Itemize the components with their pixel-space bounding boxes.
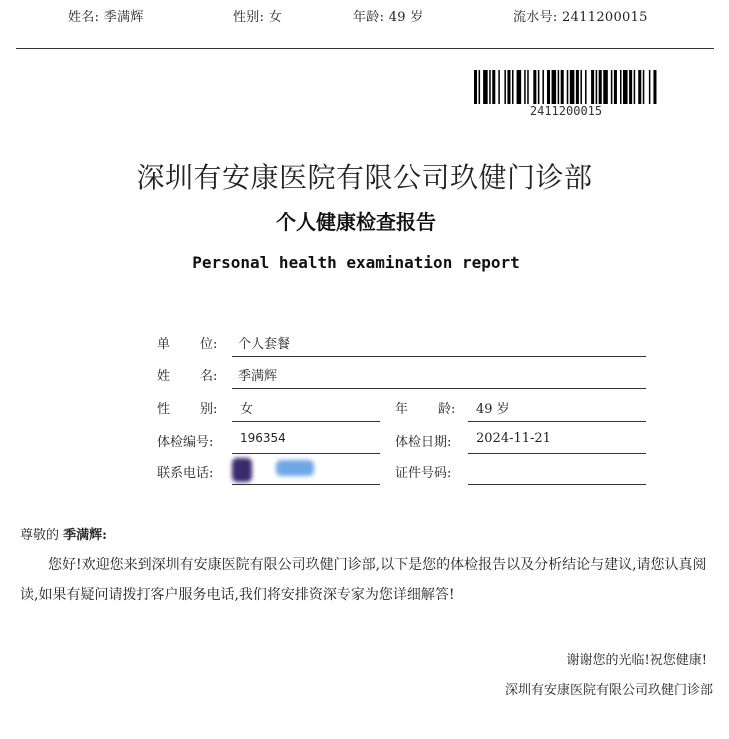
phone-underline xyxy=(232,484,380,485)
barcode-bar xyxy=(611,70,613,104)
organization-title: 深圳有安康医院有限公司玖健门诊部 xyxy=(136,161,593,194)
age-underline xyxy=(468,421,646,422)
barcode-bar xyxy=(634,70,636,104)
barcode-bar xyxy=(585,70,587,104)
header-age xyxy=(353,6,424,25)
header-serial-value: 2411200015 xyxy=(562,10,648,25)
name-label: 姓 名: xyxy=(157,369,218,384)
exam-number-underline xyxy=(232,453,380,454)
header-serial-label: 流水号: xyxy=(513,10,558,25)
barcode-bar xyxy=(576,70,579,104)
barcode-bar xyxy=(483,70,488,104)
barcode-bar xyxy=(507,70,510,104)
age-label: 年 龄: xyxy=(395,402,456,417)
barcode-bar xyxy=(504,70,506,104)
barcode-bar xyxy=(580,70,582,104)
barcode-bar xyxy=(498,70,500,104)
header-age-value: 49 岁 xyxy=(388,10,424,25)
barcode-bar xyxy=(599,70,602,104)
exam-date-value: 2024-11-21 xyxy=(476,431,551,446)
age-value: 49 岁 xyxy=(476,402,510,417)
barcode-bar xyxy=(517,70,522,104)
barcode-bar xyxy=(489,70,491,104)
name-underline xyxy=(232,388,646,389)
barcode-graphic xyxy=(474,70,658,104)
intro-paragraph: 您好!欢迎您来到深圳有安康医院有限公司玖健门诊部,以下是您的体检报告以及分析结论与建议,请您认真阅读,如果有疑问请拨打客户服务电话,我们将安排资深专家为您详细解答! xyxy=(20,557,707,603)
barcode-bar xyxy=(591,70,594,104)
unit-underline xyxy=(232,356,646,357)
barcode-bar xyxy=(570,70,575,104)
id-number-label: 证件号码: xyxy=(395,466,452,481)
barcode-bar xyxy=(479,70,481,104)
redacted-phone-light xyxy=(276,460,314,476)
barcode-bar xyxy=(653,70,656,104)
barcode-bar xyxy=(643,70,645,104)
header-sex-label: 性别: xyxy=(233,10,265,25)
unit-value: 个人套餐 xyxy=(238,337,291,352)
header-serial xyxy=(513,6,648,25)
barcode-bar xyxy=(538,70,540,104)
exam-date-underline xyxy=(468,453,646,454)
exam-date-label: 体检日期: xyxy=(395,435,452,450)
exam-number-label: 体检编号: xyxy=(157,435,214,450)
redacted-phone-dark xyxy=(232,458,252,482)
header-sex-value: 女 xyxy=(268,10,283,25)
exam-number-value: 196354 xyxy=(240,431,286,445)
barcode-bar xyxy=(623,70,628,104)
barcode-bar xyxy=(558,70,560,104)
barcode-number: 2411200015 xyxy=(529,104,603,118)
header-name-label: 姓名: xyxy=(68,10,100,25)
barcode-bar xyxy=(561,70,564,104)
id-number-underline xyxy=(468,484,646,485)
barcode-bar xyxy=(512,70,514,104)
barcode-bar xyxy=(629,70,632,104)
sex-value: 女 xyxy=(240,402,254,417)
barcode-bar xyxy=(527,70,529,104)
barcode-bar xyxy=(603,70,608,104)
signoff-line: 深圳有安康医院有限公司玖健门诊部 xyxy=(504,683,713,698)
barcode-bar xyxy=(596,70,598,104)
barcode-bar xyxy=(649,70,651,104)
barcode-bar xyxy=(547,70,550,104)
sex-label: 性 别: xyxy=(157,402,218,417)
unit-label: 单 位: xyxy=(157,337,218,352)
barcode-bar xyxy=(614,70,617,104)
salutation xyxy=(20,524,107,543)
barcode-bar xyxy=(542,70,544,104)
barcode-bar xyxy=(474,70,477,104)
phone-label: 联系电话: xyxy=(157,466,214,481)
report-title-english: Personal health examination report xyxy=(192,253,520,272)
sex-underline xyxy=(232,421,380,422)
barcode-bar xyxy=(620,70,622,104)
name-value: 季满辉 xyxy=(238,369,278,384)
recipient-name: 季满辉: xyxy=(63,528,107,543)
salutation-text: 尊敬的 xyxy=(20,528,60,543)
barcode-bar xyxy=(567,70,569,104)
report-title-chinese: 个人健康检查报告 xyxy=(276,210,436,234)
barcode-bar xyxy=(533,70,536,104)
barcode-bar xyxy=(638,70,641,104)
header-age-label: 年龄: xyxy=(353,10,385,25)
barcode-bar xyxy=(524,70,526,104)
barcode-bar xyxy=(492,70,495,104)
header-divider xyxy=(16,48,714,49)
header-name xyxy=(68,6,144,25)
header-name-value: 季满辉 xyxy=(103,10,144,25)
header-sex xyxy=(233,6,282,25)
barcode-bar xyxy=(552,70,557,104)
thanks-line: 谢谢您的光临!祝您健康! xyxy=(566,653,707,668)
